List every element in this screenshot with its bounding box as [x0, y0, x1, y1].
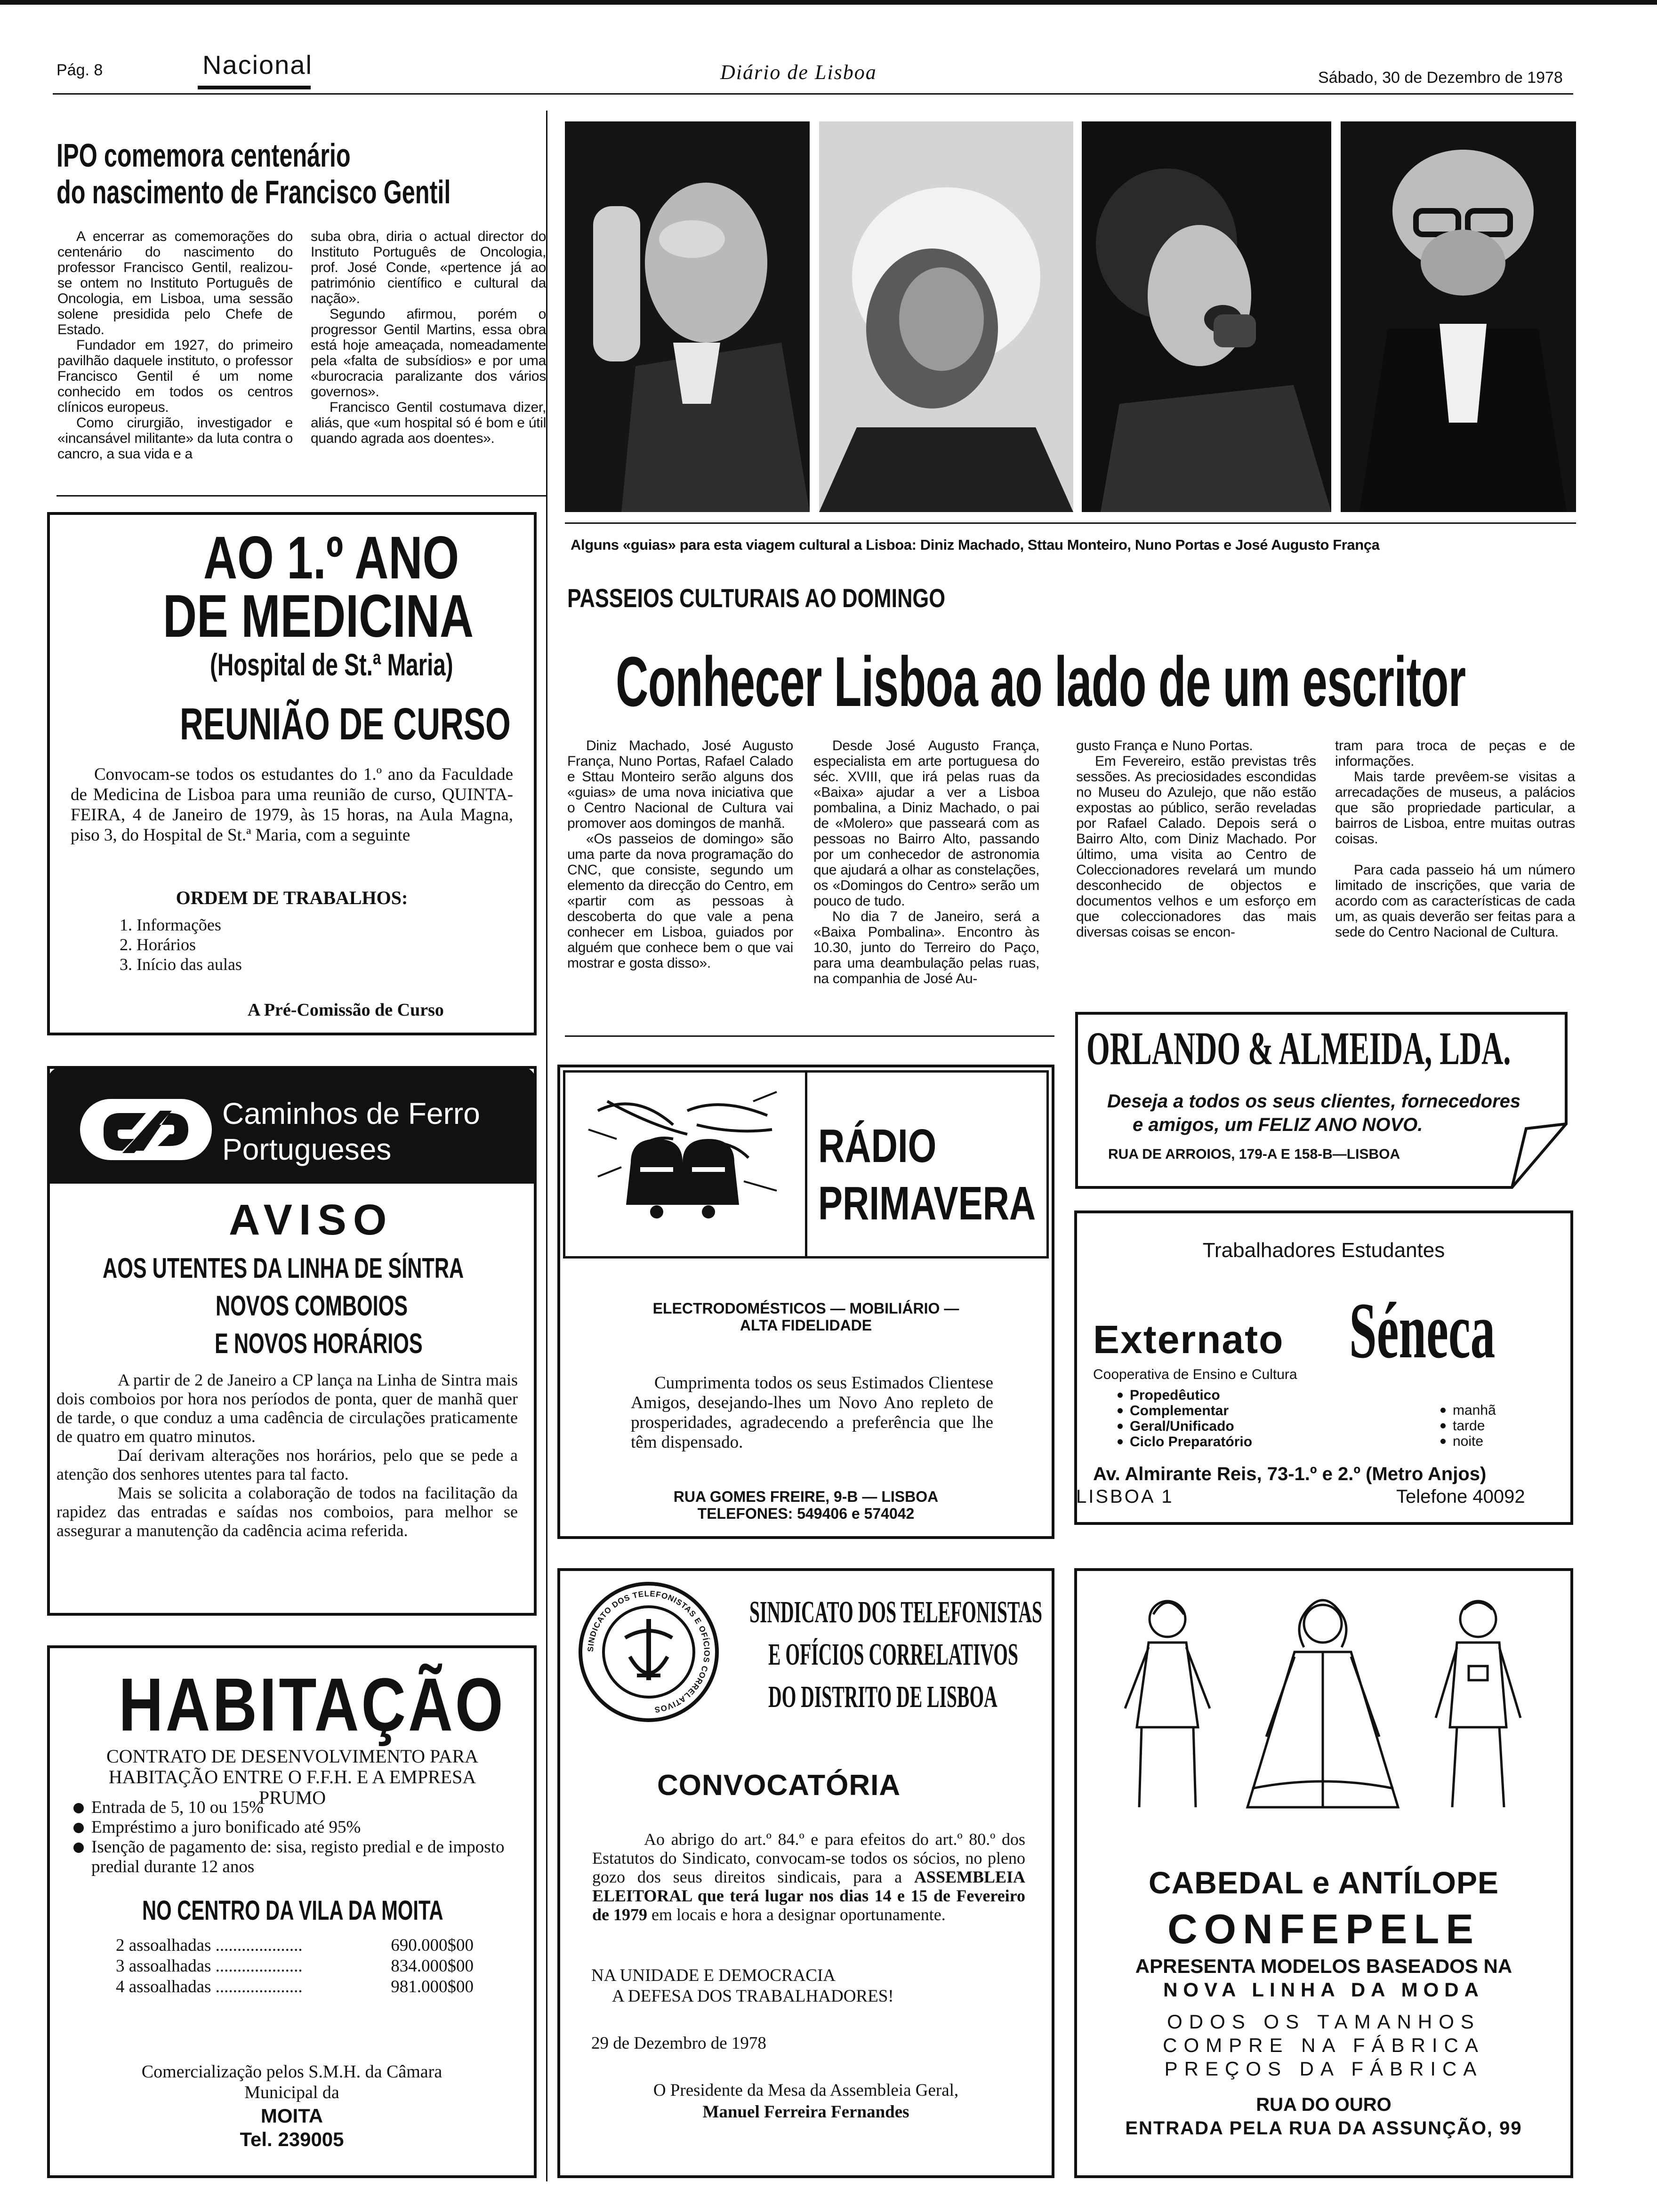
habitacao-bullet: Entrada de 5, 10 ou 15% [71, 1798, 518, 1818]
medicina-title-2: DE MEDICINA [163, 583, 474, 650]
sindicato-body-bold: ASSEMBLEIA ELEITORAL que terá lugar nos dias 14 e 15 de Fevereiro de 1979 [592, 1867, 1026, 1924]
seneca-word-2: Séneca [1349, 1286, 1496, 1375]
cp-title: AVISO [229, 1196, 394, 1244]
portrait-illustration [819, 121, 1073, 512]
top-border [0, 0, 1657, 5]
radio-inner-divider [805, 1070, 807, 1258]
confepele-line-3: NOVA LINHA DA MODA [1163, 1979, 1484, 2001]
cp-subtitle-3: E NOVOS HORÁRIOS [215, 1328, 423, 1359]
confepele-brand: CONFEPELE [1167, 1906, 1480, 1952]
passeios-column-4 [1335, 738, 1575, 940]
passeios-bottom-rule [565, 1035, 1054, 1037]
confepele-line-6: PREÇOS DA FÁBRICA [1164, 2058, 1483, 2080]
agenda-item: 3. Início das aulas [120, 955, 242, 974]
course-item: Geral/Unificado [1114, 1419, 1252, 1434]
orlando-line-1: Deseja a todos os seus clientes, fornecedores [1107, 1091, 1521, 1112]
price-row [116, 1935, 474, 1956]
passeios-kicker: PASSEIOS CULTURAIS AO DOMINGO [567, 583, 946, 613]
price-row [116, 1956, 474, 1977]
price-label: 2 assoalhadas .................... [116, 1936, 303, 1955]
seneca-city: LISBOA 1 [1076, 1486, 1174, 1507]
price-label: 4 assoalhadas .................... [116, 1977, 303, 1996]
cp-paragraph: Mais se solicita a colaboração de todos na facilitação da rapidez das entradas e saídas nos comboios, para melhor se assegurar a manutenção da cadência acima referida. [56, 1483, 518, 1540]
medicina-title-1: AO 1.º ANO [203, 524, 459, 592]
passeios-paragraph: gusto França e Nuno Portas. [1076, 738, 1253, 753]
passeios-column-2 [813, 738, 1039, 986]
sindicato-slogan-2: A DEFESA DOS TRABALHADORES! [612, 1987, 894, 2006]
portrait-illustration [565, 121, 810, 512]
course-item: Ciclo Preparatório [1114, 1434, 1252, 1450]
radio-products-1: ELECTRODOMÉSTICOS — MOBILIÁRIO — [652, 1300, 959, 1317]
cp-company-2: Portugueses [222, 1132, 392, 1166]
seneca-coop: Cooperativa de Ensino e Cultura [1093, 1367, 1297, 1382]
confepele-line-2: APRESENTA MODELOS BASEADOS NA [1135, 1955, 1512, 1977]
passeios-headline: Conhecer Lisboa ao lado de um escritor [616, 642, 1466, 721]
habitacao-footer-1: Comercialização pelos S.M.H. da Câmara [141, 2062, 442, 2082]
habitacao-price-list [116, 1935, 474, 1997]
passeios-paragraph: Para cada passeio há um número limitado de inscrições, que varia de acordo com as características de cada um, as quais deverão ser feitas para a sede do Centro Nacional de Cultura. [1335, 862, 1575, 940]
shift-item: manhã [1437, 1403, 1496, 1418]
habitacao-location: NO CENTRO DA VILA DA MOITA [142, 1895, 443, 1926]
shift-item: tarde [1437, 1418, 1496, 1434]
section-name: Nacional [202, 50, 313, 80]
ipo-column-2 [311, 229, 546, 446]
confepele-line-1: CABEDAL e ANTÍLOPE [1148, 1865, 1499, 1900]
union-seal-icon [578, 1581, 719, 1723]
ipo-column-1 [57, 229, 293, 462]
passeios-paragraph: No dia 7 de Janeiro, será a «Baixa Pombalina». Encontro às 10.30, junto do Terreiro do Paço, para uma deambulação pelas ruas, na companhia de José Au- [813, 909, 1039, 986]
medicina-heading: REUNIÃO DE CURSO [180, 699, 511, 749]
cp-logo-icon [75, 1094, 217, 1165]
price-row [116, 1977, 474, 1997]
passeios-paragraph: Em Fevereiro, estão previstas três sessões. As preciosidades escondidas no Museu do Azulejo, que não estão expostas ao público, serão reveladas por Rafael Calado. Depois será o Bairro Alto, com Diniz Machado. Por último, uma visita ao Centro de Coleccionadores revelará um mundo desconhecido de objectos e documentos velhos e um esforço em que coleccionadores das mais diversas coisas se encon- [1076, 753, 1316, 940]
seal-text: SINDICATO DOS TELEFONISTAS E OFÍCIOS CORRELATIVOS [586, 1589, 712, 1715]
sindicato-date: 29 de Dezembro de 1978 [591, 2034, 766, 2053]
cp-subtitle-1: AOS UTENTES DA LINHA DE SÍNTRA [103, 1252, 464, 1284]
radio-address: RUA GOMES FREIRE, 9-B — LISBOA [673, 1488, 939, 1505]
radio-name-1: RÁDIO [818, 1120, 937, 1172]
passeios-paragraph: Desde José Augusto França, especialista em arte portuguesa do séc. XVIII, que irá pelas ruas da «Baixa» ajudar a ver a Lisboa pombalina, a Diniz Machado, o pai de «Molero» que passeará com as pessoas no Bairro Alto, passando por um conhecedor de astronomia que ajudará a olhar as constelações, os «Domingos do Centro» serão um pouco de tudo. [813, 738, 1039, 909]
portrait-illustration [1341, 121, 1576, 512]
ipo-paragraph: A encerrar as comemorações do centenário do nascimento do professor Francisco Gentil, realizou-se ontem no Instituto Português de Oncologia, em Lisboa, uma sessão solene presidida pelo Chefe de Estado. [57, 229, 293, 337]
habitacao-bullet: Empréstimo a juro bonificado até 95% [71, 1818, 518, 1837]
caption-rule [565, 522, 1576, 524]
ipo-paragraph: suba obra, diria o actual director do Instituto Português de Oncologia, prof. José Conde, «pertence já ao património científico e cultural da nação». [311, 229, 546, 306]
sindicato-body [592, 1830, 1025, 1924]
photo-jose-augusto-franca [1341, 121, 1576, 512]
medicina-body: Convocam-se todos os estudantes do 1.º ano da Faculdade de Medicina de Lisboa para uma reunião de curso, QUINTA-FEIRA, 4 de Janeiro de 1979, às 15 horas, na Aula Magna, piso 3, do Hospital de St.ª Maria, com a seguinte [71, 765, 513, 845]
orlando-address: RUA DE ARROIOS, 179-A E 158-B—LISBOA [1108, 1146, 1400, 1162]
price-value: 981.000$00 [391, 1977, 474, 1996]
seneca-top: Trabalhadores Estudantes [1202, 1239, 1445, 1262]
issue-date: Sábado, 30 de Dezembro de 1978 [1318, 69, 1563, 87]
radio-name-2: PRIMAVERA [818, 1177, 1036, 1230]
fashion-illustration [1097, 1586, 1549, 1812]
sindicato-seal [578, 1581, 719, 1723]
agenda-item: 1. Informações [120, 915, 221, 934]
price-value: 834.000$00 [391, 1956, 474, 1976]
price-value: 690.000$00 [391, 1936, 474, 1955]
radio-products-2: ALTA FIDELIDADE [740, 1317, 872, 1334]
sindicato-signature-2: Manuel Ferreira Fernandes [702, 2102, 909, 2122]
sindicato-slogan-1: NA UNIDADE E DEMOCRACIA [591, 1966, 836, 1985]
medicina-agenda-title: ORDEM DE TRABALHOS: [176, 887, 408, 908]
photo-diniz-machado [565, 121, 810, 512]
radio-greeting: Cumprimenta todos os seus Estimados Clientese Amigos, desejando-lhes um Novo Ano repleto de prosperidades, agradecendo a preferência que lhe têm dispensado. [631, 1373, 993, 1452]
cp-subtitle-2: NOVOS COMBOIOS [216, 1290, 408, 1322]
ipo-headline-2: do nascimento de Francisco Gentil [56, 174, 451, 210]
habitacao-footer-4: Tel. 239005 [240, 2128, 344, 2150]
seneca-courses [1114, 1387, 1252, 1450]
habitacao-contract: CONTRATO DE DESENVOLVIMENTO PARA HABITAÇÃO ENTRE O F.F.H. E A EMPRESA PRUMO [106, 1746, 479, 1808]
passeios-column-3 [1076, 738, 1316, 940]
course-item: Propedêutico [1114, 1387, 1252, 1403]
photo-caption: Alguns «guias» para esta viagem cultural a Lisboa: Diniz Machado, Sttau Monteiro, Nuno Portas e José Augusto França [571, 537, 1380, 553]
medicina-signature: A Pré-Comissão de Curso [248, 1000, 444, 1020]
seneca-address: Av. Almirante Reis, 73-1.º e 2.º (Metro Anjos) [1093, 1464, 1487, 1484]
photo-nuno-portas [1082, 121, 1331, 512]
seneca-word-1: Externato [1093, 1317, 1284, 1362]
ipo-paragraph: Como cirurgião, investigador e «incansável militante» da luta contra o cancro, a sua vida e a [57, 415, 293, 462]
ipo-bottom-rule [56, 495, 546, 497]
portrait-illustration [1082, 121, 1331, 512]
shift-item: noite [1437, 1434, 1496, 1449]
agenda-item: 2. Horários [120, 935, 196, 954]
habitacao-bullet: Isenção de pagamento de: sisa, registo predial e de imposto predial durante 12 anos [71, 1837, 518, 1877]
habitacao-title: HABITAÇÃO [119, 1662, 506, 1747]
orlando-ad [1074, 1011, 1569, 1190]
passeios-paragraph: «Os passeios de domingo» são uma parte da nova programação do CNC, que consiste, segundo um elemento da direcção do Centro, em «partir com as pessoas à descoberta do que vale a pena conhecer em Lisboa, guiados por alguém que conhece bem o que vai mostrar e gosta disso». [567, 831, 793, 971]
passeios-paragraph: Diniz Machado, José Augusto França, Nuno Portas, Rafael Calado e Sttau Monteiro serão alguns dos «guias» de uma nova iniciativa que o Centro Nacional de Cultura vai promover aos domingos de manhã. [567, 738, 793, 831]
ipo-paragraph: Francisco Gentil costumava dizer, aliás, que «um hospital só é bom e útil quando agrada aos doentes». [311, 400, 546, 446]
sindicato-body-2: em locais e hora a designar oportunamente. [652, 1905, 946, 1924]
ipo-paragraph: Segundo afirmou, porém o progressor Gentil Martins, essa obra está hoje ameaçada, nomeadamente pela «falta de subsídios» e por uma «burocracia paralizante dos vários governos». [311, 306, 546, 400]
passeios-column-1 [567, 738, 793, 971]
cp-paragraph: A partir de 2 de Janeiro a CP lança na Linha de Sintra mais dois comboios por hora nos períodos de ponta, quer de manhã quer de tarde, o que conduz a uma cadência de circulações praticamente de quatro em quatro minutos. [56, 1370, 518, 1446]
cp-company-1: Caminhos de Ferro [222, 1097, 480, 1130]
habitacao-footer-2: Municipal da [244, 2083, 339, 2102]
photo-sttau-monteiro [819, 121, 1073, 512]
cp-body [56, 1370, 518, 1540]
sindicato-body-1: Ao abrigo do art.º 84.º e para efeitos do art.º 80.º dos Estatutos do Sindicato, convocam-se todos os sócios, no pleno gozo dos seus direitos sindicais, para a [592, 1830, 1025, 1886]
medicina-ad-content [50, 515, 534, 1033]
ipo-paragraph: Fundador em 1927, do primeiro pavilhão daquele instituto, o professor Francisco Gentil é um nome conhecido em todos os centros clínicos europeus. [57, 337, 293, 415]
sindicato-title: CONVOCATÓRIA [657, 1769, 901, 1802]
radio-phones: TELEFONES: 549406 e 574042 [697, 1505, 915, 1522]
seneca-phone: Telefone 40092 [1396, 1486, 1525, 1507]
sindicato-name-1: SINDICATO DOS TELEFONISTAS [749, 1595, 1043, 1629]
cp-banner [47, 1066, 537, 1184]
confepele-line-5: COMPRE NA FÁBRICA [1163, 2034, 1485, 2056]
header-rule [53, 93, 1573, 95]
habitacao-bullets [71, 1798, 518, 1877]
cp-paragraph: Daí derivam alterações nos horários, pelo que se pede a atenção dos senhores utentes para tal facto. [56, 1446, 518, 1483]
column-divider [546, 111, 547, 2181]
course-item: Complementar [1114, 1403, 1252, 1419]
price-label: 3 assoalhadas .................... [116, 1956, 303, 1976]
confepele-line-4: ODOS OS TAMANHOS [1167, 2011, 1480, 2033]
page-number: Pág. 8 [56, 61, 103, 79]
christmas-bells-icon [579, 1082, 786, 1242]
ipo-headline-1: IPO comemora centenário [56, 137, 351, 174]
sindicato-signature-1: O Presidente da Mesa da Assembleia Geral, [653, 2081, 959, 2100]
habitacao-footer-3: MOITA [260, 2105, 323, 2127]
cp-ad-content [50, 1186, 534, 1610]
passeios-paragraph: Mais tarde prevêem-se visitas a arrecadações de museus, a palácios que são propriedade particular, a bairros de Lisboa, entre muitas outras coisas. [1335, 769, 1575, 847]
medicina-agenda [120, 915, 242, 974]
sindicato-name-3: DO DISTRITO DE LISBOA [768, 1680, 997, 1714]
medicina-subtitle: (Hospital de St.ª Maria) [210, 647, 453, 682]
orlando-line-2: e amigos, um FELIZ ANO NOVO. [1133, 1114, 1423, 1135]
section-underline [198, 86, 311, 89]
orlando-name: ORLANDO & ALMEIDA, LDA. [1086, 1022, 1511, 1074]
passeios-paragraph: tram para troca de peças e de informações. [1335, 738, 1575, 769]
habitacao-ad-content [50, 1647, 534, 2174]
sindicato-name-2: E OFÍCIOS CORRELATIVOS [768, 1637, 1018, 1672]
confepele-line-8: ENTRADA PELA RUA DA ASSUNÇÃO, 99 [1125, 2118, 1522, 2139]
masthead: Diário de Lisboa [720, 61, 877, 84]
seneca-shifts [1437, 1403, 1496, 1449]
confepele-line-7: RUA DO OURO [1256, 2094, 1392, 2115]
